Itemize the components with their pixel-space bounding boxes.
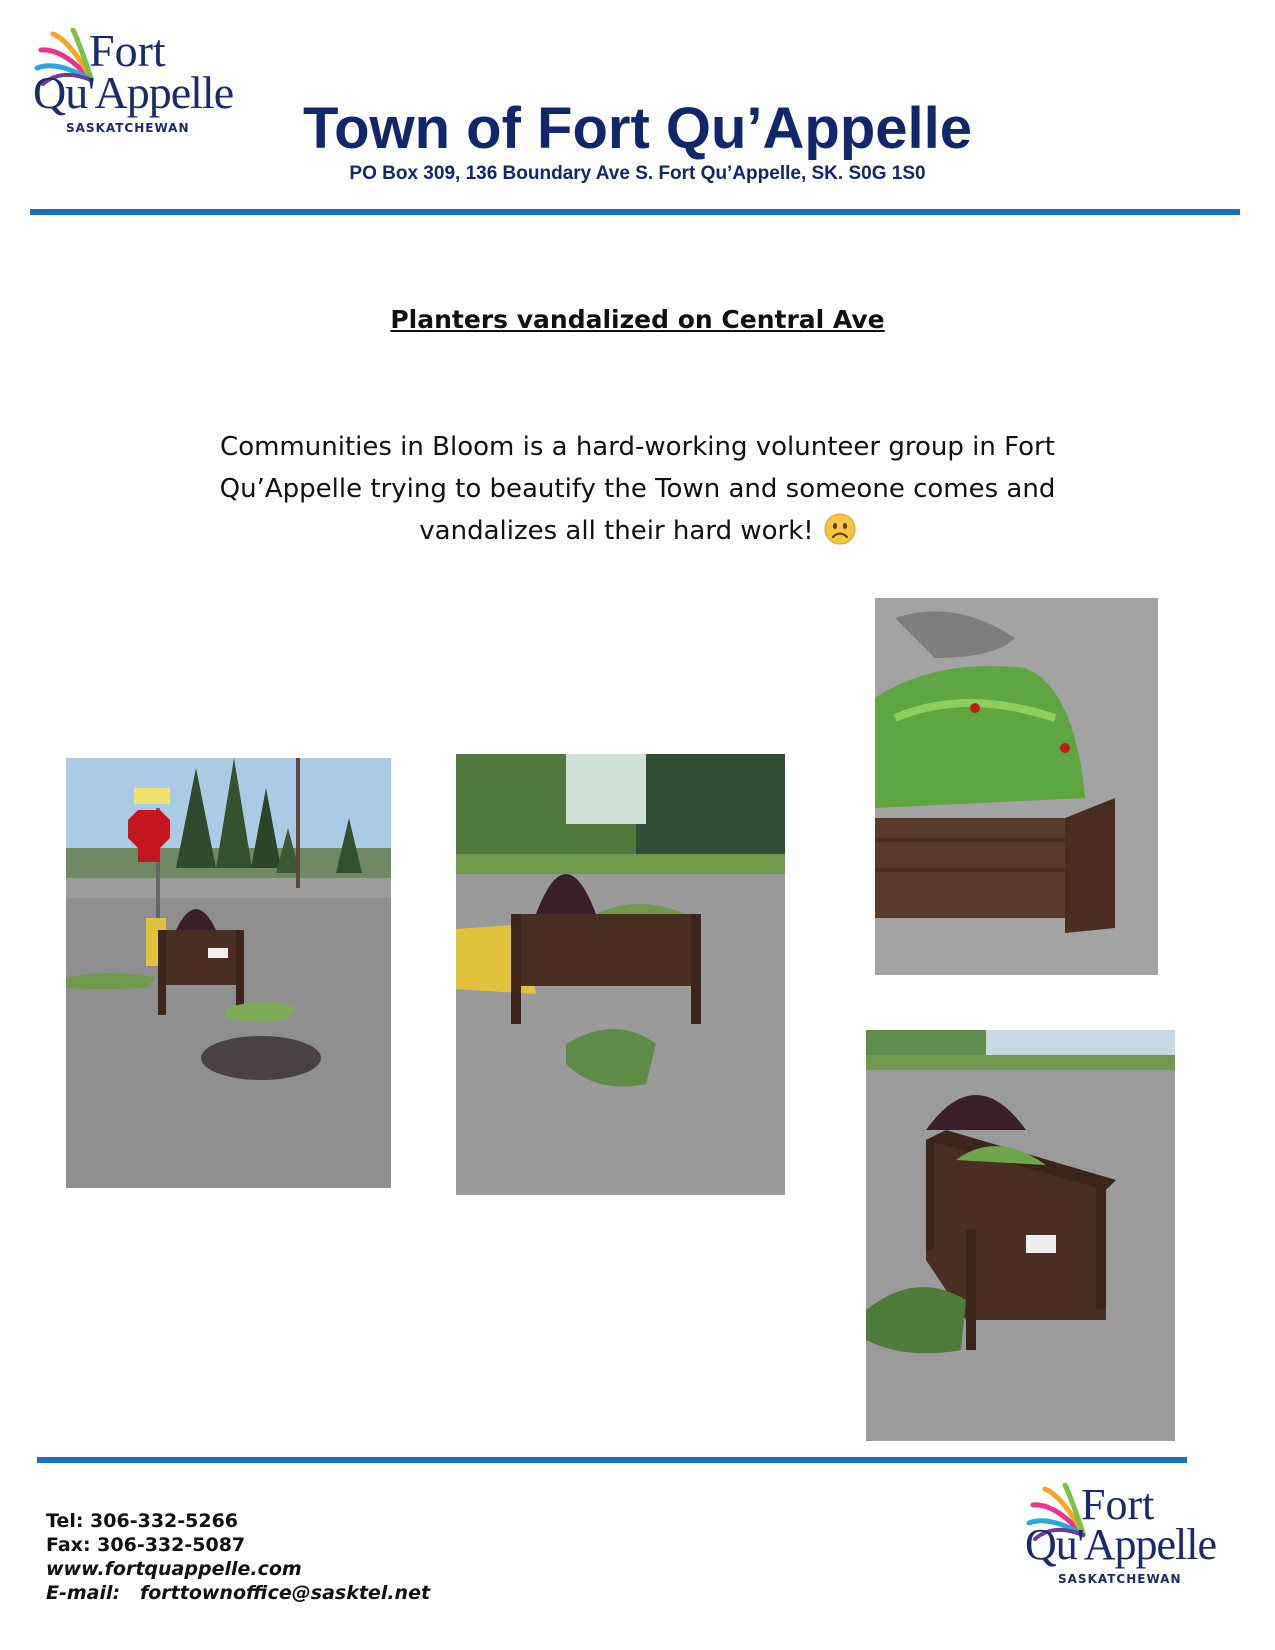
header-divider: [30, 209, 1240, 215]
notice-body-text: Communities in Bloom is a hard-working volunteer group in Fort Qu’Appelle trying to beautify the Town and someone comes and vandalizes all their hard work!: [219, 432, 1056, 546]
logo-text-saskatchewan: SASKATCHEWAN: [1058, 1572, 1182, 1586]
logo-text-fort: Fort: [89, 25, 166, 76]
logo-text-quappelle: Qu'Appelle: [1025, 1520, 1216, 1569]
photo-planter-yellow-curb: [456, 754, 785, 1195]
logo-text-fort: Fort: [1081, 1480, 1155, 1529]
contact-email[interactable]: forttownoffice@sasktel.net: [139, 1582, 431, 1604]
notice-heading: Planters vandalized on Central Ave: [390, 305, 885, 334]
logo-text-quappelle: Qu'Appelle: [33, 67, 234, 118]
address-line: PO Box 309, 136 Boundary Ave S. Fort Qu’Appelle, SK. S0G 1S0: [349, 163, 926, 184]
footer-logo: [1025, 1480, 1225, 1603]
contact-email-label: E-mail:: [46, 1582, 121, 1604]
contact-fax: Fax: 306-332-5087: [46, 1534, 246, 1556]
photo-planter-damaged-closeup: [875, 598, 1158, 975]
contact-email-row: [46, 1581, 430, 1605]
frowning-face-icon: [824, 513, 856, 545]
notice-body: [190, 426, 1085, 552]
photo-planter-street-view: [866, 1030, 1175, 1441]
page-title: Town of Fort Qu’Appelle: [302, 96, 973, 161]
contact-block: [46, 1509, 430, 1605]
logo-text-saskatchewan: SASKATCHEWAN: [66, 121, 190, 135]
footer-divider: [37, 1457, 1187, 1463]
contact-tel: Tel: 306-332-5266: [46, 1510, 239, 1532]
photo-planter-stop-sign: [66, 758, 391, 1188]
contact-website[interactable]: www.fortquappelle.com: [46, 1558, 302, 1580]
